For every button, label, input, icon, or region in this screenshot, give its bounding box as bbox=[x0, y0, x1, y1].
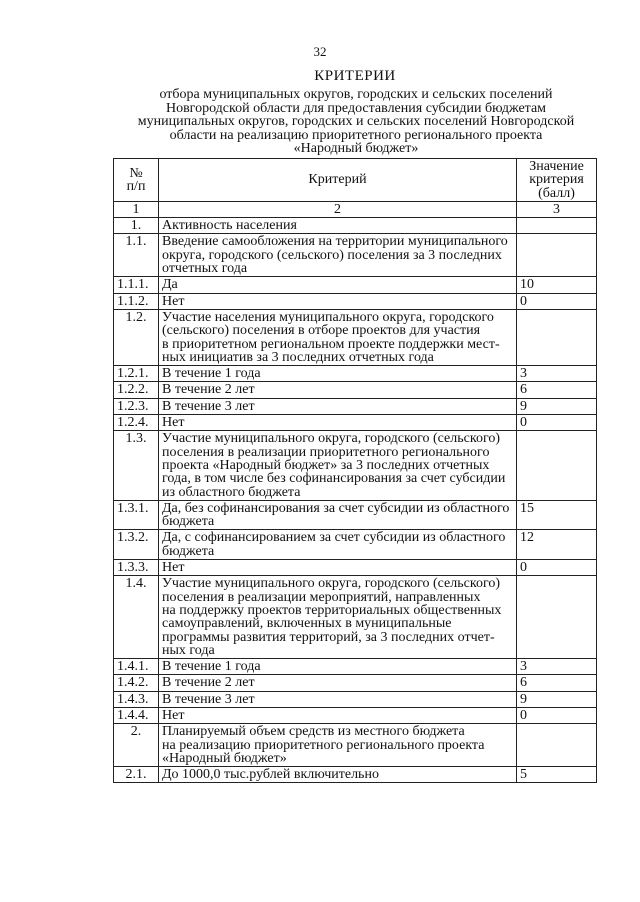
column-index: 1 bbox=[114, 201, 159, 217]
criterion-text-line: бюджета bbox=[162, 514, 215, 530]
criterion-text-line: Планируемый объем средств из местного бюджета bbox=[162, 724, 465, 740]
row-criterion bbox=[159, 218, 517, 234]
row-criterion bbox=[159, 293, 517, 309]
row-criterion bbox=[159, 530, 517, 560]
criterion-text-line: В течение 3 лет bbox=[162, 691, 255, 707]
row-number: 1.3. bbox=[114, 431, 159, 500]
row-value: 3 bbox=[517, 659, 597, 675]
criterion-text-line: Да, без софинансирования за счет субсидии из областного bbox=[162, 500, 510, 516]
row-number: 2. bbox=[114, 724, 159, 767]
row-value bbox=[517, 724, 597, 767]
table-row bbox=[114, 415, 597, 431]
subtitle-line: области на реализацию приоритетного регионального проекта bbox=[169, 127, 543, 143]
row-criterion bbox=[159, 366, 517, 382]
document-subtitle bbox=[100, 88, 612, 156]
criterion-text-line: на реализацию приоритетного регионального проекта bbox=[162, 737, 485, 753]
row-value: 10 bbox=[517, 277, 597, 293]
row-number: 1.4. bbox=[114, 576, 159, 659]
row-criterion bbox=[159, 431, 517, 500]
table-row bbox=[114, 691, 597, 707]
criterion-text-line: Да bbox=[162, 277, 178, 293]
row-criterion bbox=[159, 576, 517, 659]
criterion-text-line: Участие муниципального округа, городского (сельского) bbox=[162, 431, 500, 447]
header-criterion: Критерий bbox=[159, 159, 517, 202]
row-criterion bbox=[159, 234, 517, 277]
subtitle-line: муниципальных округов, городских и сельских поселений Новгородской bbox=[137, 114, 575, 130]
page-number: 32 bbox=[313, 44, 327, 59]
table-row bbox=[114, 500, 597, 530]
row-value bbox=[517, 309, 597, 365]
table-header-row bbox=[114, 159, 597, 202]
criterion-text-line: До 1000,0 тыс.рублей включительно bbox=[162, 767, 379, 783]
criterion-text-line: Нет bbox=[162, 293, 185, 309]
table-row bbox=[114, 724, 597, 767]
column-index: 2 bbox=[159, 201, 517, 217]
criterion-text-line: из областного бюджета bbox=[162, 484, 301, 500]
row-number: 1. bbox=[114, 218, 159, 234]
row-value: 5 bbox=[517, 767, 597, 783]
table-row bbox=[114, 675, 597, 691]
row-value: 6 bbox=[517, 382, 597, 398]
criterion-text-line: поселения в реализации мероприятий, направленных bbox=[162, 589, 481, 605]
table-row bbox=[114, 431, 597, 500]
criterion-text-line: бюджета bbox=[162, 543, 215, 559]
column-index-row bbox=[114, 201, 597, 217]
row-number: 1.3.2. bbox=[114, 530, 159, 560]
criterion-text-line: В течение 1 года bbox=[162, 659, 261, 675]
table-row bbox=[114, 218, 597, 234]
row-value bbox=[517, 234, 597, 277]
row-value: 9 bbox=[517, 691, 597, 707]
header-value bbox=[517, 159, 597, 202]
criterion-text-line: Да, с софинансированием за счет субсидии из областного bbox=[162, 530, 506, 546]
criterion-text-line: Нет bbox=[162, 560, 185, 576]
table-row bbox=[114, 234, 597, 277]
criterion-text-line: В течение 2 лет bbox=[162, 382, 255, 398]
table-row bbox=[114, 576, 597, 659]
row-criterion bbox=[159, 309, 517, 365]
row-number: 1.4.4. bbox=[114, 707, 159, 723]
row-criterion bbox=[159, 691, 517, 707]
subtitle-line: «Народный бюджет» bbox=[293, 141, 419, 157]
table-row bbox=[114, 309, 597, 365]
criterion-text-line: проекта «Народный бюджет» за 3 последних отчетных bbox=[162, 457, 490, 473]
row-criterion bbox=[159, 277, 517, 293]
criterion-text-line: на поддержку проектов территориальных общественных bbox=[162, 602, 502, 618]
criterion-text-line: В течение 3 лет bbox=[162, 398, 255, 414]
table-row bbox=[114, 366, 597, 382]
row-criterion bbox=[159, 659, 517, 675]
row-criterion bbox=[159, 560, 517, 576]
row-value: 12 bbox=[517, 530, 597, 560]
row-number: 1.3.3. bbox=[114, 560, 159, 576]
row-value bbox=[517, 431, 597, 500]
row-value bbox=[517, 218, 597, 234]
criterion-text-line: В течение 1 года bbox=[162, 366, 261, 382]
row-number: 1.3.1. bbox=[114, 500, 159, 530]
criterion-text-line: в приоритетном региональном проекте поддержки мест- bbox=[162, 336, 500, 352]
row-value: 0 bbox=[517, 707, 597, 723]
row-number: 1.1.2. bbox=[114, 293, 159, 309]
row-criterion bbox=[159, 707, 517, 723]
row-value: 0 bbox=[517, 415, 597, 431]
criterion-text-line: самоуправлений, включенных в муниципальные bbox=[162, 616, 452, 632]
criterion-text-line: года, в том числе без софинансирования за счет субсидии bbox=[162, 471, 506, 487]
document-title: КРИТЕРИИ bbox=[314, 68, 396, 84]
criterion-text-line: Введение самообложения на территории муниципального bbox=[162, 234, 508, 250]
column-index: 3 bbox=[517, 201, 597, 217]
criterion-text-line: «Народный бюджет» bbox=[162, 750, 287, 766]
row-number: 1.2.3. bbox=[114, 398, 159, 414]
subtitle-line: отбора муниципальных округов, городских и сельских поселений bbox=[159, 87, 553, 102]
row-criterion bbox=[159, 500, 517, 530]
row-criterion bbox=[159, 398, 517, 414]
row-value: 6 bbox=[517, 675, 597, 691]
header-number-line: № bbox=[129, 165, 143, 181]
criterion-text-line: отчетных года bbox=[162, 261, 248, 277]
criterion-text-line: Участие населения муниципального округа, городского bbox=[162, 309, 494, 325]
criterion-text-line: (сельского) поселения в отборе проектов для участия bbox=[162, 323, 481, 339]
table-row bbox=[114, 293, 597, 309]
header-value-line: критерия bbox=[529, 172, 584, 188]
row-criterion bbox=[159, 767, 517, 783]
row-value: 3 bbox=[517, 366, 597, 382]
criterion-text-line: Нет bbox=[162, 415, 185, 431]
row-criterion bbox=[159, 382, 517, 398]
row-number: 1.2.2. bbox=[114, 382, 159, 398]
row-number: 1.4.3. bbox=[114, 691, 159, 707]
row-criterion bbox=[159, 724, 517, 767]
row-number: 1.1.1. bbox=[114, 277, 159, 293]
row-value bbox=[517, 576, 597, 659]
table-row bbox=[114, 382, 597, 398]
row-value: 0 bbox=[517, 560, 597, 576]
criterion-text-line: программы развития территорий, за 3 последних отчет- bbox=[162, 629, 495, 645]
table-row bbox=[114, 277, 597, 293]
criterion-text-line: Участие муниципального округа, городского (сельского) bbox=[162, 576, 500, 592]
table-row bbox=[114, 398, 597, 414]
row-number: 1.1. bbox=[114, 234, 159, 277]
header-value-line: (балл) bbox=[538, 185, 575, 201]
criterion-text-line: Активность населения bbox=[162, 218, 297, 234]
row-value: 9 bbox=[517, 398, 597, 414]
row-number: 1.4.2. bbox=[114, 675, 159, 691]
table-row bbox=[114, 530, 597, 560]
row-value: 0 bbox=[517, 293, 597, 309]
criterion-text-line: округа, городского (сельского) поселения за 3 последних bbox=[162, 247, 502, 263]
row-number: 1.2.4. bbox=[114, 415, 159, 431]
criterion-text-line: Нет bbox=[162, 707, 185, 723]
row-number: 1.2. bbox=[114, 309, 159, 365]
table-row bbox=[114, 767, 597, 783]
criteria-table bbox=[113, 158, 597, 783]
criterion-text-line: поселения в реализации приоритетного регионального bbox=[162, 444, 490, 460]
row-criterion bbox=[159, 675, 517, 691]
row-number: 2.1. bbox=[114, 767, 159, 783]
header-number-line: п/п bbox=[126, 178, 146, 194]
criterion-text-line: ных года bbox=[162, 642, 215, 658]
subtitle-line: Новгородской области для предоставления субсидии бюджетам bbox=[165, 100, 547, 116]
table-row bbox=[114, 659, 597, 675]
header-value-line: Значение bbox=[529, 159, 584, 174]
table-row bbox=[114, 707, 597, 723]
header-number bbox=[114, 159, 159, 202]
criterion-text-line: ных инициатив за 3 последних отчетных года bbox=[162, 349, 434, 365]
criterion-text-line: В течение 2 лет bbox=[162, 675, 255, 691]
row-criterion bbox=[159, 415, 517, 431]
row-number: 1.2.1. bbox=[114, 366, 159, 382]
row-value: 15 bbox=[517, 500, 597, 530]
row-number: 1.4.1. bbox=[114, 659, 159, 675]
table-row bbox=[114, 560, 597, 576]
